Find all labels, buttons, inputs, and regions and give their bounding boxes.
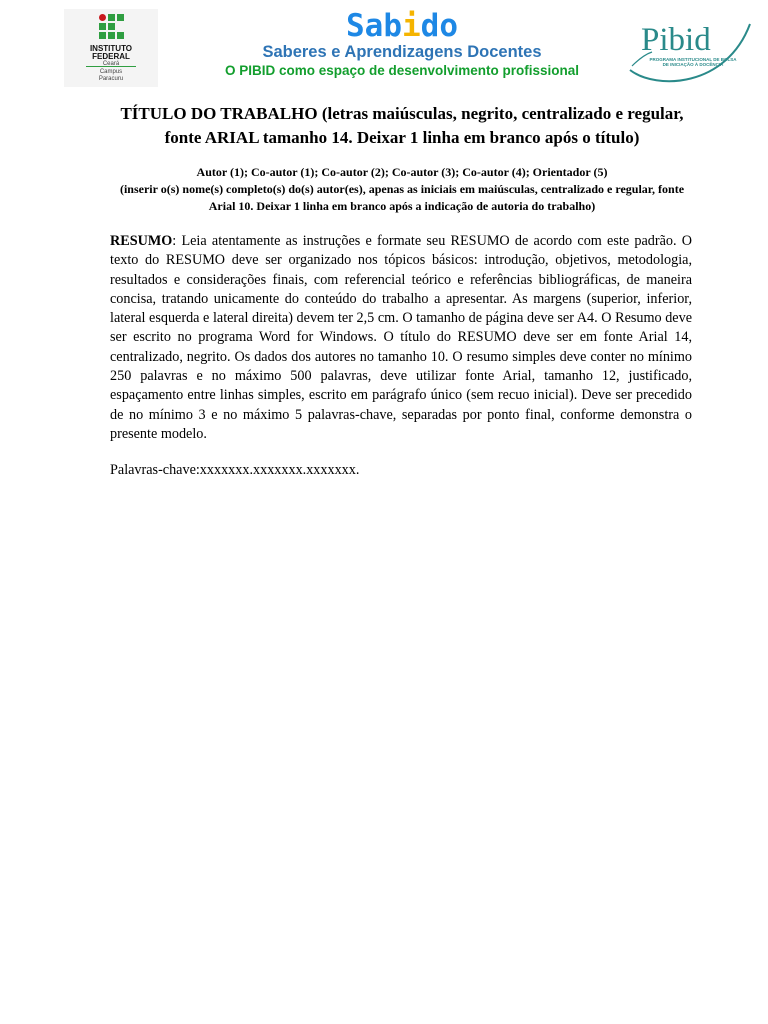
event-logo-title-part1: Sab <box>346 8 402 44</box>
abstract-label: RESUMO <box>110 233 173 249</box>
ifce-campus-label: Campus <box>99 69 123 75</box>
ifce-logo <box>64 9 158 87</box>
event-brand <box>190 10 614 79</box>
event-tagline: O PIBID como espaço de desenvolvimento profissional <box>224 63 580 78</box>
event-logo-title-part2: i <box>402 8 421 44</box>
event-logo-title-part3: do <box>420 8 458 44</box>
abstract-paragraph <box>110 232 692 444</box>
keywords-line: Palavras-chave:xxxxxxx.xxxxxxx.xxxxxxx. <box>110 462 360 478</box>
ifce-state: Ceará <box>102 61 120 67</box>
ifce-emblem-icon <box>99 14 127 46</box>
event-subtitle: Saberes e Aprendizagens Docentes <box>262 43 542 61</box>
pibid-name: Pibid <box>641 22 711 58</box>
ifce-name <box>64 45 158 61</box>
abstract-text: : Leia atentamente as instruções e formate seu RESUMO de acordo com este padrão. O texto do RESUMO deve ser organizado nos tópicos básicos: introdução, objetivos, metodologia, resultados e considerações finais, com referencial teórico e referências bibliográficas, de maneira concisa, tratando unicamente do conteúdo do trabalho a apresentar. As margens (superior, inferior, lateral esquerda e lateral direita) devem ter 2,5 cm. O tamanho de página deve ser A4. O Resumo deve ser escrito no programa Word for Windows. O título do RESUMO deve ser em fonte Arial 14, centralizado, negrito. Os dados dos autores no tamanho 10. O resumo simples deve conter no mínimo 250 palavras e no máximo 500 palavras, deve utilizar fonte Arial, tamanho 12, justificado, espaçamento entre linhas simples, escrito em parágrafo único (sem recuo inicial). Deve ser precedido de no mínimo 3 e no máximo 5 palavras-chave, separadas por ponto final, conforme demonstra o presente modelo. <box>110 233 692 442</box>
authors-block <box>110 164 694 215</box>
pibid-logo <box>626 18 754 90</box>
authors-line: Autor (1); Co-autor (1); Co-autor (2); Co-autor (3); Co-autor (4); Orientador (5) <box>196 165 608 179</box>
document-title: TÍTULO DO TRABALHO (letras maiúsculas, negrito, centralizado e regular, fonte ARIAL tamanho 14. Deixar 1 linha em branco após o título) <box>120 104 684 147</box>
authors-note: (inserir o(s) nome(s) completo(s) do(s) autor(es), apenas as iniciais em maiúsculas, centralizado e regular, fonte Arial 10. Deixar 1 linha em branco após a indicação de autoria do trabalho) <box>119 182 685 213</box>
ifce-line2: FEDERAL <box>92 52 130 61</box>
ifce-campus-name: Paracuru <box>98 76 124 82</box>
event-logo-title <box>190 10 614 42</box>
ifce-line1: INSTITUTO <box>89 44 133 53</box>
page-header <box>0 0 768 96</box>
pibid-subtitle: PROGRAMA INSTITUCIONAL DE BOLSA DE INICIAÇÃO À DOCÊNCIA <box>649 57 737 67</box>
